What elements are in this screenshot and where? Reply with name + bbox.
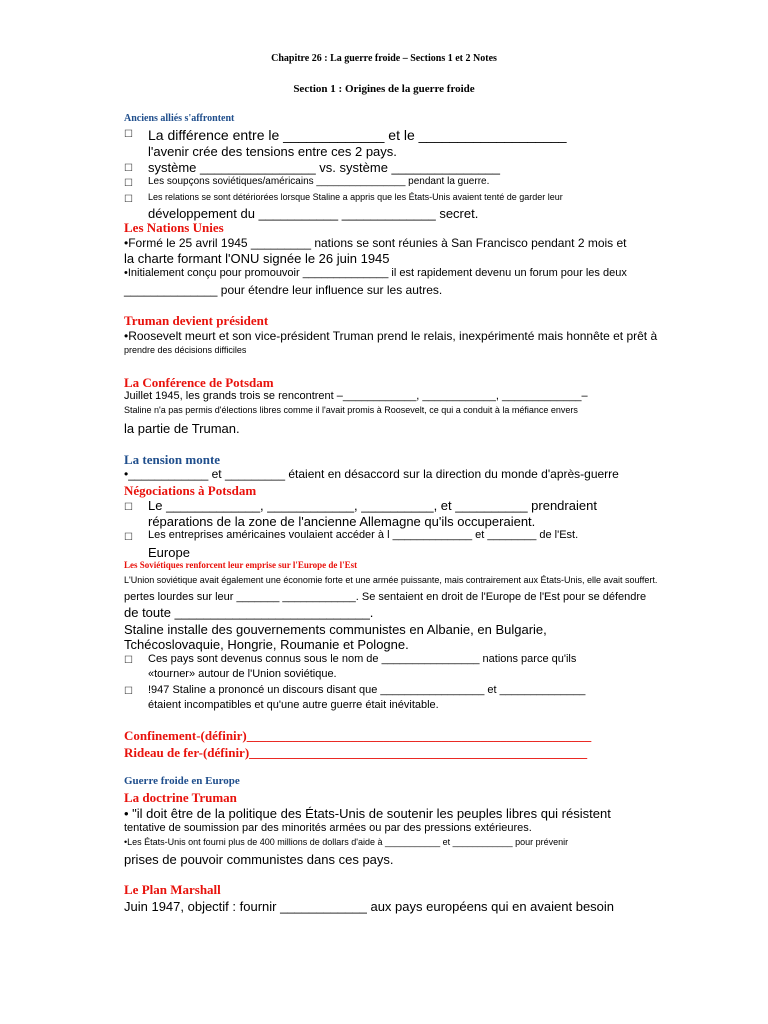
text-line: prises de pouvoir communistes dans ces pays. — [124, 852, 394, 867]
checkbox-bullet-icon — [124, 129, 133, 140]
text-line: !947 Staline a prononcé un discours disant que _________________ et ______________ — [148, 684, 586, 696]
text-line: L'Union soviétique avait également une économie forte et une armée puissante, mais contrairement aux États-Unis, elle avait souffert. — [124, 575, 658, 585]
heading-tension-monte: La tension monte — [124, 452, 221, 467]
text-line: Europe — [148, 545, 190, 560]
text-line: Le _____________, ____________, __________, et __________ prendraient — [148, 498, 597, 513]
checkbox-bullet-icon — [124, 686, 133, 697]
definition-confinement: Confinement-(définir)_____________________________________________________ — [124, 728, 592, 743]
text-line: étaient incompatibles et qu'une autre guerre était inévitable. — [148, 699, 439, 711]
text-line: Juillet 1945, les grands trois se rencontrent –____________, ____________, _____________– — [124, 390, 588, 402]
text-line: tentative de soumission par des minorités armées ou par des pressions extérieures. — [124, 822, 532, 834]
definition-rideau-de-fer: Rideau de fer-(définir)____________________________________________________ — [124, 745, 588, 760]
heading-doctrine-truman: La doctrine Truman — [124, 790, 237, 805]
text-line: •Initialement conçu pour promouvoir ______________ il est rapidement devenu un forum pour les deux — [124, 267, 627, 279]
checkbox-bullet-icon — [124, 655, 133, 666]
heading-plan-marshall: Le Plan Marshall — [124, 882, 221, 897]
text-line: Staline n'a pas permis d'élections libres comme il l'avait promis à Roosevelt, ce qui a conduit à la méfiance envers — [124, 405, 578, 415]
checkbox-bullet-icon — [124, 163, 133, 174]
heading-guerre-froide-europe: Guerre froide en Europe — [124, 775, 240, 787]
text-line: prendre des décisions difficiles — [124, 345, 247, 355]
checkbox-bullet-icon — [124, 178, 133, 189]
text-line: de toute ___________________________. — [124, 605, 374, 620]
text-line: La différence entre le _____________ et le ___________________ — [148, 127, 567, 143]
section-title: Section 1 : Origines de la guerre froide — [293, 83, 475, 95]
text-line: développement du ___________ _____________ secret. — [148, 206, 479, 221]
page-title: Chapitre 26 : La guerre froide – Sections 1 et 2 Notes — [271, 53, 497, 64]
text-line: •Roosevelt meurt et son vice-président Truman prend le relais, inexpérimenté mais honnête et prêt à — [124, 329, 658, 343]
checkbox-bullet-icon — [124, 194, 133, 205]
text-line: Ces pays sont devenus connus sous le nom de ________________ nations parce qu'ils — [148, 653, 577, 665]
text-line: «tourner» autour de l'Union soviétique. — [148, 668, 337, 680]
checkbox-bullet-icon — [124, 532, 133, 543]
text-line: •____________ et _________ étaient en désaccord sur la direction du monde d'après-guerre — [124, 467, 619, 481]
text-line: l'avenir crée des tensions entre ces 2 pays. — [148, 144, 397, 159]
text-line: Les relations se sont détériorées lorsque Staline a appris que les États-Unis avaient tenté de garder leur — [148, 192, 563, 202]
heading-potsdam-conference: La Conférence de Potsdam — [124, 375, 274, 390]
text-line: la charte formant l'ONU signée le 26 juin 1945 — [124, 251, 390, 266]
heading-anciens-allies: Anciens alliés s'affrontent — [124, 113, 235, 124]
text-line: Staline installe des gouvernements communistes en Albanie, en Bulgarie, — [124, 622, 547, 637]
heading-truman-president: Truman devient président — [124, 313, 269, 328]
text-line: Les soupçons soviétiques/américains ________________ pendant la guerre. — [148, 176, 490, 187]
text-line: Juin 1947, objectif : fournir ____________ aux pays européens qui en avaient besoin — [124, 899, 615, 914]
text-line: Les entreprises américaines voulaient accéder à l _____________ et ________ de l'Est. — [148, 529, 579, 541]
checkbox-bullet-icon — [124, 502, 133, 513]
text-line: pertes lourdes sur leur _______ ____________. Se sentaient en droit de l'Europe de l'Est pour se défendre — [124, 591, 647, 603]
heading-nations-unies: Les Nations Unies — [124, 220, 224, 235]
text-line: ______________ pour étendre leur influence sur les autres. — [124, 283, 443, 297]
text-line: •Les États-Unis ont fourni plus de 400 millions de dollars d'aide à ___________ et ____________ pour prévenir — [124, 837, 569, 847]
heading-sovietiques-emprise: Les Soviétiques renforcent leur emprise sur l'Europe de l'Est — [124, 560, 358, 570]
text-line: • "il doit être de la politique des États-Unis de soutenir les peuples libres qui résistent — [124, 806, 611, 821]
text-line: réparations de la zone de l'ancienne Allemagne qu'ils occuperaient. — [148, 514, 536, 529]
heading-negociations-potsdam: Négociations à Potsdam — [124, 483, 257, 498]
text-line: la partie de Truman. — [124, 421, 240, 436]
text-line: •Formé le 25 avril 1945 _________ nations se sont réunies à San Francisco pendant 2 mois et — [124, 236, 627, 250]
text-line: Tchécoslovaquie, Hongrie, Roumanie et Pologne. — [124, 637, 409, 652]
text-line: système ________________ vs. système _______________ — [148, 160, 500, 175]
